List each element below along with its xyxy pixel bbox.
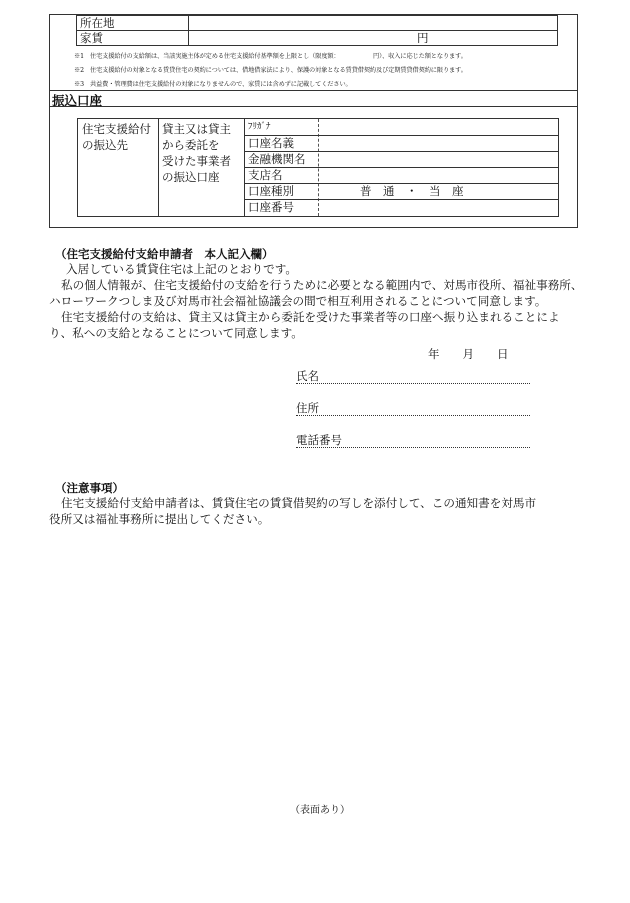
branch-name-label: 支店名 xyxy=(248,168,283,182)
applicant-heading: （住宅支援給付支給申請者 本人記入欄） xyxy=(55,247,274,261)
phone-field[interactable] xyxy=(296,447,530,448)
account-number-label: 口座番号 xyxy=(248,200,294,214)
name-label: 氏名 xyxy=(296,369,319,383)
notice-line-1: 住宅支援給付支給申請者は、賃貸住宅の賃貸借契約の写しを添付して、この通知書を対馬市 xyxy=(61,496,537,510)
payee-label-line2: の振込先 xyxy=(82,138,128,152)
payee-label-line1: 住宅支援給付 xyxy=(82,122,151,136)
note-3: ※3 共益費・管理費は住宅支援給付の対象になりませんので、家賃には含めずに記載してください。 xyxy=(74,81,352,88)
bank-account-table xyxy=(77,118,559,217)
account-holder-label: 口座名義 xyxy=(248,136,294,150)
rent-unit: 円 xyxy=(417,31,429,45)
date-field[interactable]: 年 月 日 xyxy=(428,347,509,361)
name-field[interactable] xyxy=(296,383,530,384)
rent-label: 家賃 xyxy=(77,31,189,46)
applicant-para-2-line2: ハローワークつしま及び対馬市社会福祉協議会の間で相互利用されることについて同意します。 xyxy=(49,294,547,308)
address-field[interactable] xyxy=(296,415,530,416)
applicant-para-2-line1: 私の個人情報が、住宅支援給付の支給を行うために必要となる範囲内で、対馬市役所、福祉事務所、 xyxy=(61,278,583,292)
applicant-para-3-line1: 住宅支援給付の支給は、貸主又は貸主から委託を受けた事業者等の口座へ振り込まれることによ xyxy=(61,310,560,324)
note-2: ※2 住宅支援給付の対象となる賃貸住宅の契約については、借地借家法により、保護の対象となる賃貸借契約及び定期賃貸借契約に限ります。 xyxy=(74,67,467,74)
bank-name-label: 金融機関名 xyxy=(248,152,306,166)
location-value[interactable] xyxy=(189,16,558,31)
applicant-para-1: 入居している賃貸住宅は上記のとおりです。 xyxy=(66,262,297,276)
landlord-label-line1: 貸主又は貸主 xyxy=(162,122,231,136)
account-type-options[interactable]: 普 通 ・ 当 座 xyxy=(360,184,464,198)
note-1: ※1 住宅支援給付の支給額は、当該実施主体が定める住宅支援給付基準額を上限とし（限度額： 円）、収入に応じた額となります。 xyxy=(74,53,467,60)
applicant-para-3-line2: り、私への支給となることについて同意します。 xyxy=(49,326,303,340)
account-type-label: 口座種別 xyxy=(248,184,294,198)
location-label: 所在地 xyxy=(77,16,189,31)
row-divider xyxy=(244,167,558,168)
rent-table xyxy=(76,15,558,46)
transfer-section-title: 振込口座 xyxy=(52,93,103,108)
landlord-label-line3: 受けた事業者 xyxy=(162,154,231,168)
phone-label: 電話番号 xyxy=(296,433,342,447)
bank-col-divider-1 xyxy=(158,119,159,216)
section-divider-bottom xyxy=(49,106,578,107)
address-label: 住所 xyxy=(296,401,319,415)
section-divider-top xyxy=(49,90,578,91)
landlord-label-line4: の振込口座 xyxy=(162,170,220,184)
notice-heading: （注意事項） xyxy=(55,481,124,495)
page-footer: （表面あり） xyxy=(290,805,350,816)
notice-line-2: 役所又は福祉事務所に提出してください。 xyxy=(49,512,270,526)
rent-value[interactable] xyxy=(189,31,558,46)
furigana-label: ﾌﾘｶﾞﾅ xyxy=(248,122,271,132)
landlord-label-line2: から委託を xyxy=(162,138,220,152)
